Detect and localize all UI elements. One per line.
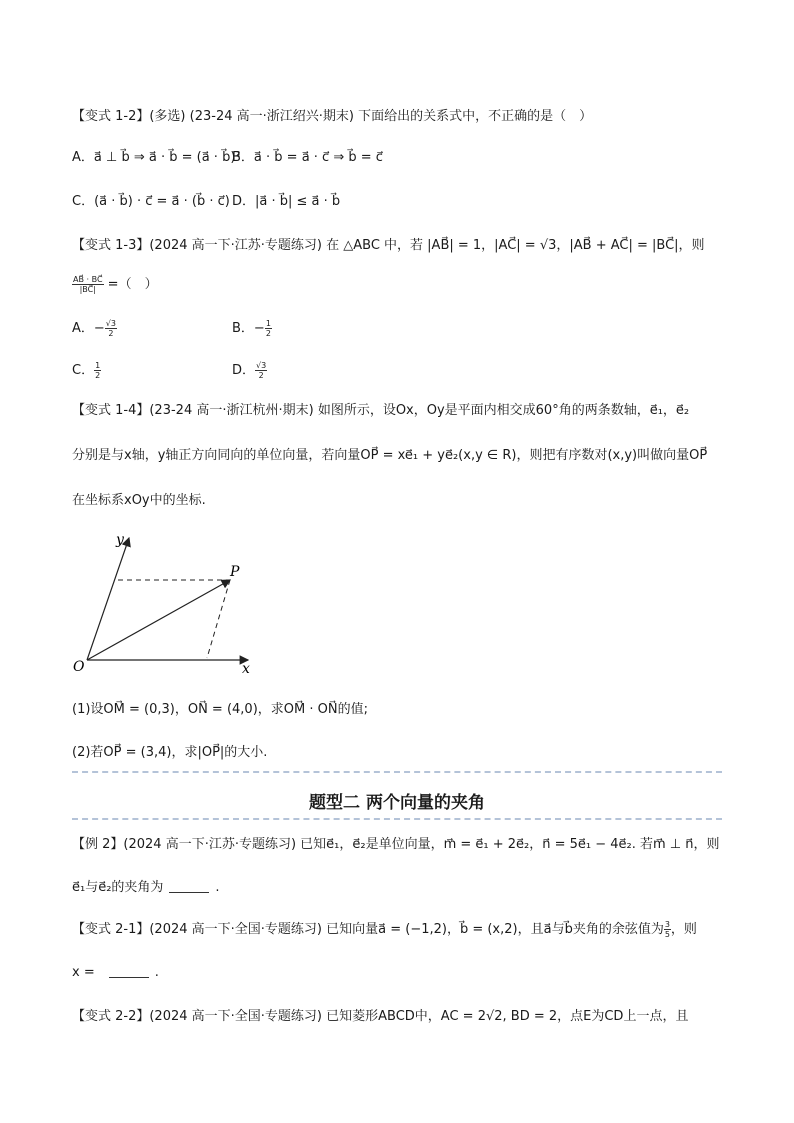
ex2-line2: e⃗₁与e⃗₂的夹角为 . (72, 880, 220, 895)
q13-option-c: C． $\frac{1}{2}$ (72, 361, 101, 380)
q13-stem-fraction: $\frac{AB⃗ \cdot BC⃗}{|BC⃗|}$ =（ ） (73, 275, 158, 294)
q14-line3: 在坐标系xOy中的坐标. (72, 493, 206, 508)
q12-option-a: A．a⃗ ⊥ b⃗ ⇒ a⃗ · b⃗ = (a⃗ · b⃗)² (72, 150, 241, 165)
y-axis (87, 538, 129, 660)
q21-line2: x = . (72, 965, 159, 980)
q13-option-d: D． $\frac{√3}{2}$ (232, 361, 267, 380)
dashed-parallel-y (207, 580, 230, 658)
label-y: y (116, 532, 124, 548)
q21-line1: 【变式 2-1】(2024 高一下·全国·专题练习) 已知向量a⃗ = (−1,2)，b⃗ = (x,2)，且a⃗与b⃗夹角的余弦值为 $\frac{3}{5}$ ，则 (72, 920, 697, 939)
q13-option-a: A．− $\frac{√3}{2}$ (72, 319, 116, 338)
q13-option-b: B．− $\frac{1}{2}$ (232, 319, 271, 338)
op-vector (87, 580, 230, 660)
label-o: O (73, 659, 85, 675)
section-title: 题型二 两个向量的夹角 (309, 793, 485, 813)
q12-stem: 【变式 1-2】(多选) (23-24 高一·浙江绍兴·期末) 下面给出的关系式中，不正确的是（ ） (72, 109, 593, 124)
q22-line1: 【变式 2-2】(2024 高一下·全国·专题练习) 已知菱形ABCD中，AC = 2√2, BD = 2，点E为CD上一点，且 (72, 1009, 689, 1024)
q21-fraction: $\frac{3}{5}$ (664, 920, 670, 939)
q14-line2: 分别是与x轴，y轴正方向同向的单位向量，若向量OP⃗ = xe⃗₁ + ye⃗₂(x,y ∈ R)，则把有序数对(x,y)叫做向量OP⃗ (72, 448, 708, 463)
answer-blank (169, 892, 209, 893)
q14-line1: 【变式 1-4】(23-24 高一·浙江杭州·期末) 如图所示，设Ox，Oy是平面内相交成60°角的两条数轴，e⃗₁，e⃗₂ (72, 403, 690, 418)
section-divider-top (72, 771, 722, 773)
q12-option-c: C．(a⃗ · b⃗) · c⃗ = a⃗ · (b⃗ · c⃗) (72, 194, 230, 209)
q13-stem: 【变式 1-3】(2024 高一下·江苏·专题练习) 在 △ABC 中，若 |AB⃗| = 1，|AC⃗| = √3，|AB⃗ + AC⃗| = |BC⃗|，则 (72, 238, 705, 253)
section-divider-bottom (72, 818, 722, 820)
coordinate-figure (70, 528, 270, 676)
q12-option-d: D．|a⃗ · b⃗| ≤ a⃗ · b⃗ (232, 194, 341, 209)
ex2-line1: 【例 2】(2024 高一下·江苏·专题练习) 已知e⃗₁，e⃗₂是单位向量，m⃗ = e⃗₁ + 2e⃗₂，n⃗ = 5e⃗₁ − 4e⃗₂. 若m⃗ ⊥ n⃗，则 (72, 837, 720, 852)
q13-fraction: $\frac{AB⃗ \cdot BC⃗}{|BC⃗|}$ (73, 275, 103, 294)
answer-blank (109, 977, 149, 978)
q14-sub1: (1)设OM⃗ = (0,3)，ON⃗ = (4,0)，求OM⃗ · ON⃗的值; (72, 702, 368, 717)
q14-sub2: (2)若OP⃗ = (3,4)，求|OP⃗|的大小. (72, 745, 268, 760)
q12-option-b: B．a⃗ · b⃗ = a⃗ · c⃗ ⇒ b⃗ = c⃗ (232, 150, 383, 165)
label-x: x (242, 661, 250, 676)
label-p: P (230, 564, 240, 580)
